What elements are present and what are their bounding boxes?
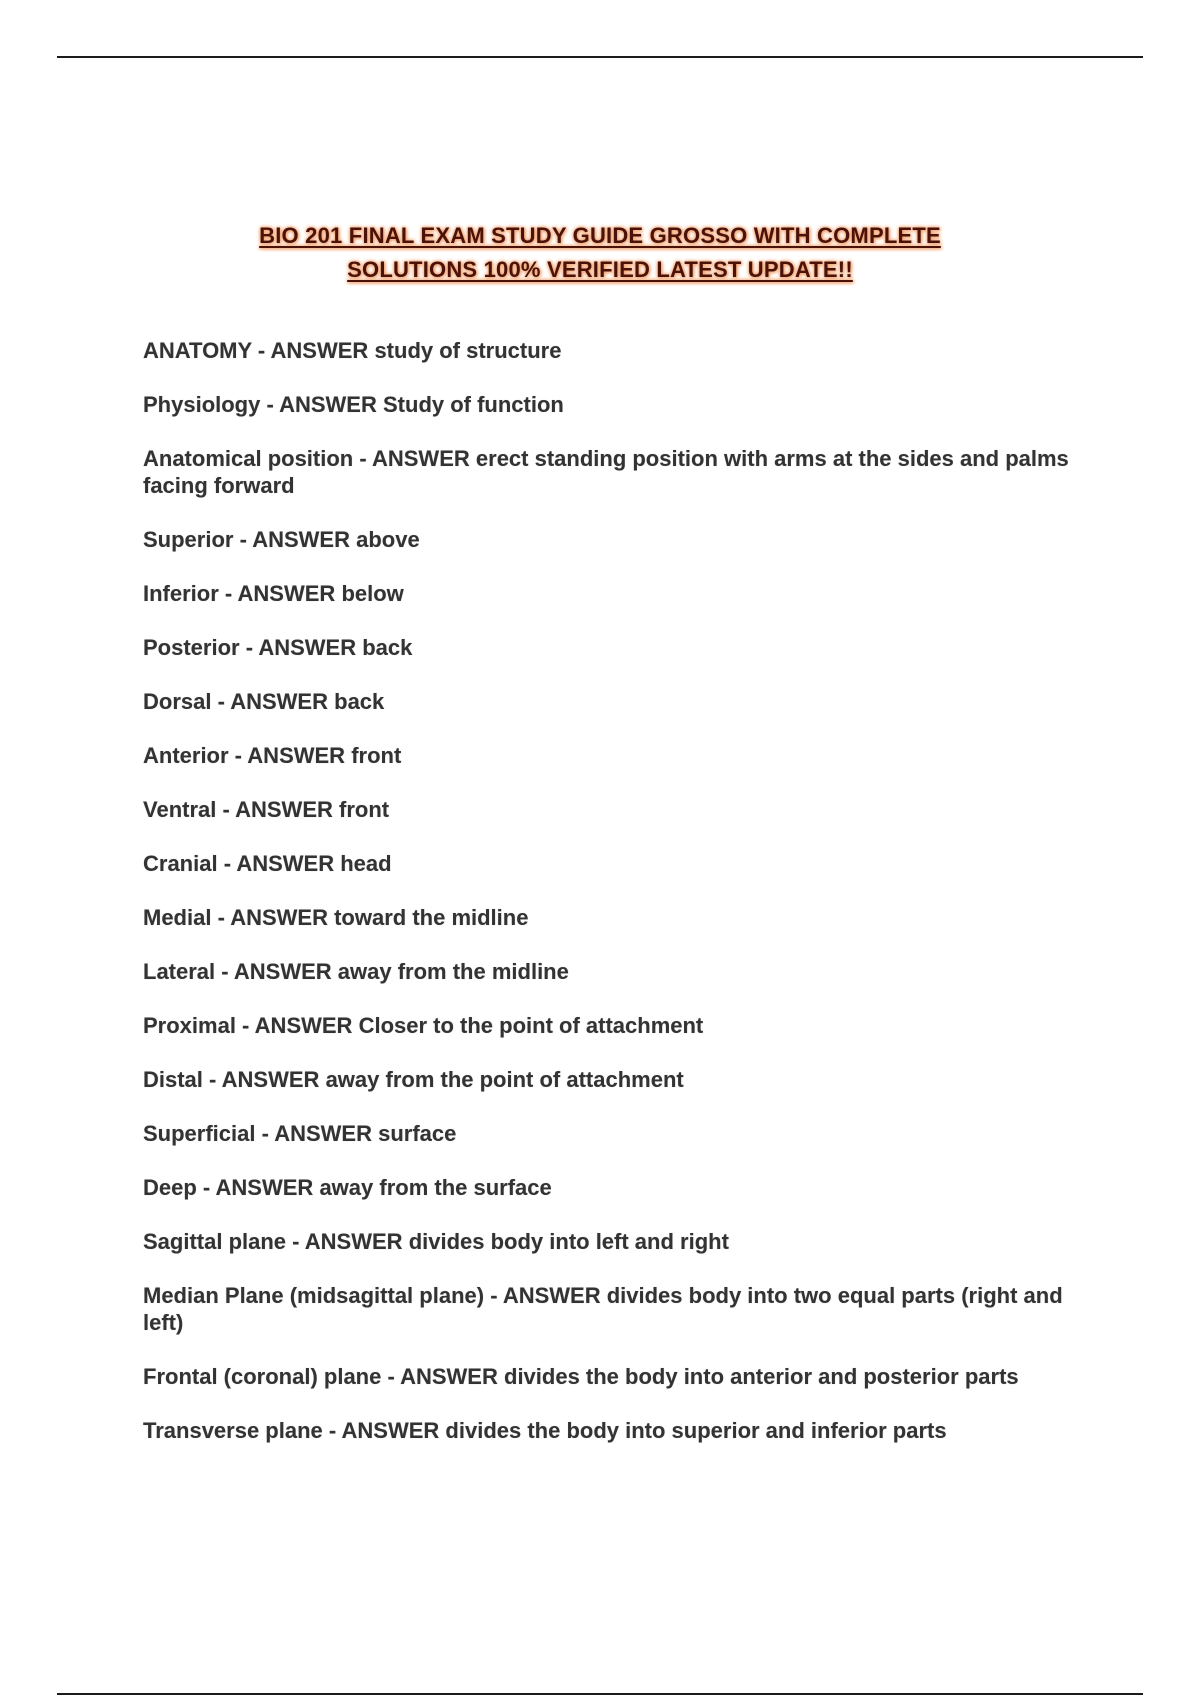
entry-term: ANATOMY - bbox=[143, 338, 271, 363]
title-line-1: BIO 201 FINAL EXAM STUDY GUIDE GROSSO WITH COMPLETE bbox=[259, 223, 941, 248]
entry-definition: head bbox=[340, 851, 392, 876]
entry-term: Sagittal plane - bbox=[143, 1229, 305, 1254]
glossary-entry bbox=[143, 904, 1083, 931]
glossary-entry bbox=[143, 526, 1083, 553]
entry-term: Frontal (coronal) plane - bbox=[143, 1364, 400, 1389]
glossary-entry bbox=[143, 1228, 1083, 1255]
answer-keyword: ANSWER bbox=[254, 1013, 353, 1038]
answer-keyword: ANSWER bbox=[400, 1364, 498, 1389]
answer-keyword: ANSWER bbox=[233, 959, 332, 984]
glossary-entry bbox=[143, 1174, 1083, 1201]
entry-term: Distal - bbox=[143, 1067, 222, 1092]
glossary-entry bbox=[143, 688, 1083, 715]
glossary-entry bbox=[143, 445, 1083, 499]
document-title bbox=[0, 219, 1200, 287]
bottom-rule bbox=[57, 1693, 1143, 1695]
answer-keyword: ANSWER bbox=[237, 581, 336, 606]
glossary-entry bbox=[143, 1417, 1083, 1444]
entry-definition: away from the midline bbox=[337, 959, 569, 984]
entry-term: Median Plane (midsagittal plane) - bbox=[143, 1283, 503, 1308]
entry-definition: Closer to the point of attachment bbox=[358, 1013, 704, 1038]
entry-definition: divides the body into superior and inferior parts bbox=[445, 1418, 947, 1443]
entry-definition: front bbox=[339, 797, 390, 822]
entry-definition: surface bbox=[378, 1121, 457, 1146]
entry-definition: front bbox=[351, 743, 402, 768]
glossary-entry bbox=[143, 796, 1083, 823]
entry-term: Inferior - bbox=[143, 581, 238, 606]
title-line-2: SOLUTIONS 100% VERIFIED LATEST UPDATE!! bbox=[347, 257, 853, 282]
answer-keyword: ANSWER bbox=[304, 1229, 403, 1254]
answer-keyword: ANSWER bbox=[230, 689, 328, 714]
answer-keyword: ANSWER bbox=[341, 1418, 440, 1443]
entry-term: Medial - bbox=[143, 905, 230, 930]
entry-definition: away from the point of attachment bbox=[325, 1067, 684, 1092]
answer-keyword: ANSWER bbox=[502, 1283, 601, 1308]
entry-term: Proximal - bbox=[143, 1013, 255, 1038]
entry-term: Transverse plane - bbox=[143, 1418, 342, 1443]
entry-definition: above bbox=[356, 527, 420, 552]
answer-keyword: ANSWER bbox=[258, 635, 357, 660]
glossary-entry bbox=[143, 1363, 1083, 1390]
answer-keyword: ANSWER bbox=[221, 1067, 320, 1092]
entry-term: Anterior - bbox=[143, 743, 247, 768]
glossary-entry bbox=[143, 1066, 1083, 1093]
entry-definition: Study of function bbox=[383, 392, 564, 417]
answer-keyword: ANSWER bbox=[252, 527, 350, 552]
entry-definition: below bbox=[341, 581, 404, 606]
entry-term: Posterior - bbox=[143, 635, 258, 660]
entry-definition: divides the body into anterior and posterior parts bbox=[504, 1364, 1019, 1389]
glossary-entry bbox=[143, 742, 1083, 769]
answer-keyword: ANSWER bbox=[270, 338, 369, 363]
glossary-entry bbox=[143, 580, 1083, 607]
entry-term: Ventral - bbox=[143, 797, 235, 822]
entry-term: Cranial - bbox=[143, 851, 236, 876]
entry-definition: back bbox=[334, 689, 385, 714]
answer-keyword: ANSWER bbox=[215, 1175, 314, 1200]
answer-keyword: ANSWER bbox=[279, 392, 377, 417]
entry-term: Superficial - bbox=[143, 1121, 274, 1146]
answer-keyword: ANSWER bbox=[247, 743, 346, 768]
entry-term: Anatomical position - bbox=[143, 446, 372, 471]
glossary-list bbox=[143, 337, 1083, 1471]
glossary-entry bbox=[143, 1012, 1083, 1039]
entry-term: Deep - bbox=[143, 1175, 216, 1200]
entry-definition: erect standing position with arms at the sides and palms facing forward bbox=[143, 446, 1069, 498]
entry-definition: back bbox=[362, 635, 413, 660]
glossary-entry bbox=[143, 337, 1083, 364]
answer-keyword: ANSWER bbox=[230, 905, 328, 930]
glossary-entry bbox=[143, 958, 1083, 985]
entry-term: Dorsal - bbox=[143, 689, 230, 714]
entry-term: Superior - bbox=[143, 527, 252, 552]
entry-definition: divides body into two equal parts (right and left) bbox=[143, 1283, 1063, 1335]
glossary-entry bbox=[143, 1282, 1083, 1336]
entry-definition: toward the midline bbox=[334, 905, 529, 930]
answer-keyword: ANSWER bbox=[274, 1121, 372, 1146]
answer-keyword: ANSWER bbox=[371, 446, 470, 471]
top-rule bbox=[57, 56, 1143, 58]
glossary-entry bbox=[143, 391, 1083, 418]
entry-definition: divides body into left and right bbox=[408, 1229, 729, 1254]
entry-definition: study of structure bbox=[374, 338, 562, 363]
entry-term: Physiology - bbox=[143, 392, 279, 417]
glossary-entry bbox=[143, 850, 1083, 877]
answer-keyword: ANSWER bbox=[236, 851, 335, 876]
entry-definition: away from the surface bbox=[319, 1175, 552, 1200]
glossary-entry bbox=[143, 634, 1083, 661]
answer-keyword: ANSWER bbox=[235, 797, 333, 822]
glossary-entry bbox=[143, 1120, 1083, 1147]
entry-term: Lateral - bbox=[143, 959, 234, 984]
